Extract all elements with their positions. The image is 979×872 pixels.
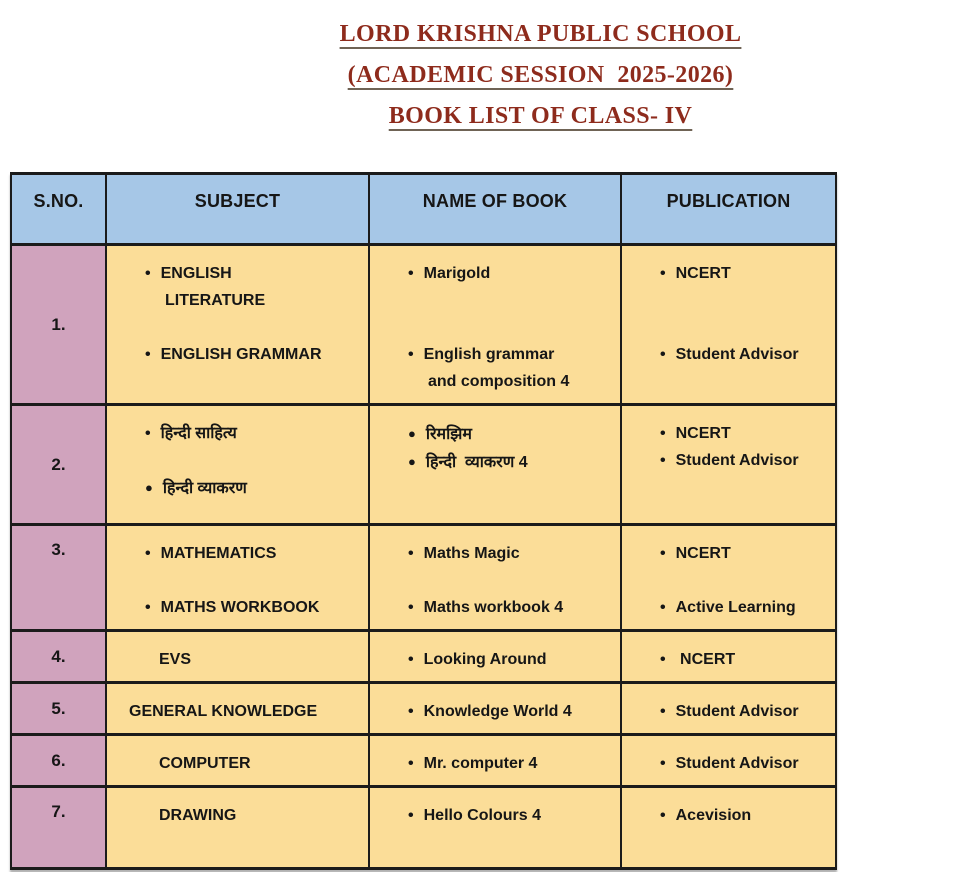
subject-cell (106, 735, 369, 787)
publication-cell (621, 525, 836, 631)
cell-line (388, 750, 614, 777)
cell-line (388, 341, 614, 368)
column-header-publication: PUBLICATION (621, 174, 836, 245)
cell-text: ENGLISH GRAMMAR (160, 346, 322, 363)
table-row (11, 631, 836, 683)
subject-cell (106, 405, 369, 525)
bullet-icon: • (145, 425, 151, 442)
cell-text: EVS (159, 651, 192, 668)
bullet-icon: • (145, 545, 151, 562)
bullet-icon: • (660, 265, 666, 282)
bullet-icon: • (660, 452, 666, 469)
table-row (11, 735, 836, 787)
cell-text: English grammar (423, 346, 555, 363)
bullet-icon: • (660, 346, 666, 363)
cell-text: DRAWING (159, 807, 237, 824)
bullet-icon: ● (408, 454, 416, 469)
cell-text: Mr. computer 4 (423, 755, 538, 772)
subject-cell (106, 525, 369, 631)
sno-cell: 3. (11, 525, 106, 631)
column-header-name-of-book: NAME OF BOOK (369, 174, 621, 245)
book-list-class-title: BOOK LIST OF CLASS- IV (388, 103, 693, 129)
bullet-icon: • (408, 346, 414, 363)
cell-line (125, 698, 362, 725)
cell-line (388, 594, 614, 621)
cell-line (640, 540, 829, 567)
cell-text: Marigold (423, 265, 491, 282)
cell-text: NCERT (675, 425, 731, 442)
cell-line (125, 646, 362, 673)
cell-line (388, 420, 614, 448)
bullet-icon: • (660, 425, 666, 442)
book-list-table (10, 172, 837, 870)
publication-cell (621, 405, 836, 525)
cell-line (388, 448, 614, 476)
column-header-sno: S.NO. (11, 174, 106, 245)
cell-text: and composition 4 (428, 373, 570, 390)
cell-line-spacer (125, 447, 362, 474)
cell-text: ENGLISH (160, 265, 232, 282)
subject-cell (106, 245, 369, 405)
cell-text: LITERATURE (165, 292, 266, 309)
cell-line (388, 802, 614, 829)
cell-line (388, 260, 614, 287)
table-row (11, 405, 836, 525)
subject-cell (106, 631, 369, 683)
table-row (11, 245, 836, 405)
cell-line-spacer (125, 567, 362, 594)
cell-line (640, 802, 829, 829)
book-cell (369, 683, 621, 735)
book-cell (369, 735, 621, 787)
publication-cell (621, 787, 836, 869)
cell-line (388, 698, 614, 725)
sno-cell: 5. (11, 683, 106, 735)
school-name-title: LORD KRISHNA PUBLIC SCHOOL (339, 21, 742, 47)
cell-line (640, 420, 829, 447)
cell-text: Hello Colours 4 (423, 807, 541, 824)
bullet-icon: • (145, 599, 151, 616)
cell-text: हिन्दी व्याकरण (162, 480, 247, 497)
sno-cell: 7. (11, 787, 106, 869)
cell-text: Maths workbook 4 (423, 599, 564, 616)
cell-line (125, 287, 362, 314)
publication-cell (621, 735, 836, 787)
book-cell (369, 525, 621, 631)
cell-line (125, 260, 362, 287)
cell-line (125, 802, 362, 829)
cell-text: हिन्दी व्याकरण 4 (425, 454, 528, 471)
cell-line (388, 540, 614, 567)
cell-text: MATHS WORKBOOK (160, 599, 320, 616)
bullet-icon: • (408, 545, 414, 562)
cell-text: Student Advisor (675, 452, 799, 469)
bullet-icon: • (660, 807, 666, 824)
book-cell (369, 787, 621, 869)
bullet-icon: ● (408, 426, 416, 441)
publication-cell (621, 245, 836, 405)
bullet-icon: • (408, 265, 414, 282)
table-row (11, 525, 836, 631)
cell-line-spacer (640, 287, 829, 314)
document-header (102, 14, 979, 137)
bullet-icon: • (408, 755, 414, 772)
bullet-icon: • (145, 346, 151, 363)
bullet-icon: • (660, 651, 666, 668)
cell-line-spacer (388, 567, 614, 594)
sno-cell: 1. (11, 245, 106, 405)
publication-cell (621, 631, 836, 683)
sno-cell: 2. (11, 405, 106, 525)
cell-line-spacer (125, 314, 362, 341)
cell-text: Knowledge World 4 (423, 703, 572, 720)
publication-cell (621, 683, 836, 735)
cell-text: NCERT (675, 651, 736, 668)
cell-text: हिन्दी साहित्य (160, 425, 237, 442)
book-cell (369, 405, 621, 525)
cell-line-spacer (640, 314, 829, 341)
cell-line-spacer (388, 287, 614, 314)
cell-line (640, 698, 829, 725)
cell-line (388, 368, 614, 395)
cell-text: Active Learning (675, 599, 796, 616)
cell-line (640, 594, 829, 621)
subject-cell (106, 787, 369, 869)
cell-text: Student Advisor (675, 346, 799, 363)
cell-text: NCERT (675, 545, 731, 562)
cell-text: MATHEMATICS (160, 545, 277, 562)
column-header-subject: SUBJECT (106, 174, 369, 245)
book-cell (369, 631, 621, 683)
bullet-icon: ● (145, 480, 153, 495)
bullet-icon: • (408, 599, 414, 616)
cell-text: Looking Around (423, 651, 547, 668)
cell-text: Student Advisor (675, 703, 799, 720)
academic-session-title: (ACADEMIC SESSION 2025-2026) (347, 62, 734, 88)
bullet-icon: • (408, 807, 414, 824)
bullet-icon: • (408, 703, 414, 720)
cell-line (125, 341, 362, 368)
sno-cell: 6. (11, 735, 106, 787)
cell-line (125, 474, 362, 502)
table-header-row (11, 174, 836, 245)
cell-line (125, 540, 362, 567)
sno-cell: 4. (11, 631, 106, 683)
cell-line (640, 750, 829, 777)
cell-line (640, 260, 829, 287)
bullet-icon: • (660, 755, 666, 772)
cell-line-spacer (640, 567, 829, 594)
cell-text: Acevision (675, 807, 752, 824)
bullet-icon: • (145, 265, 151, 282)
cell-text: NCERT (675, 265, 731, 282)
cell-line (125, 594, 362, 621)
bullet-icon: • (660, 545, 666, 562)
cell-text: GENERAL KNOWLEDGE (129, 703, 318, 720)
cell-line (640, 341, 829, 368)
cell-text: COMPUTER (159, 755, 251, 772)
table-row (11, 683, 836, 735)
cell-text: Student Advisor (675, 755, 799, 772)
bullet-icon: • (660, 703, 666, 720)
cell-line (388, 646, 614, 673)
bullet-icon: • (660, 599, 666, 616)
subject-cell (106, 683, 369, 735)
cell-text: रिमझिम (425, 426, 472, 443)
cell-line-spacer (388, 314, 614, 341)
cell-line (640, 447, 829, 474)
cell-line (125, 420, 362, 447)
cell-line (640, 646, 829, 673)
table-row (11, 787, 836, 869)
book-cell (369, 245, 621, 405)
cell-line (125, 750, 362, 777)
bullet-icon: • (408, 651, 414, 668)
cell-text: Maths Magic (423, 545, 520, 562)
